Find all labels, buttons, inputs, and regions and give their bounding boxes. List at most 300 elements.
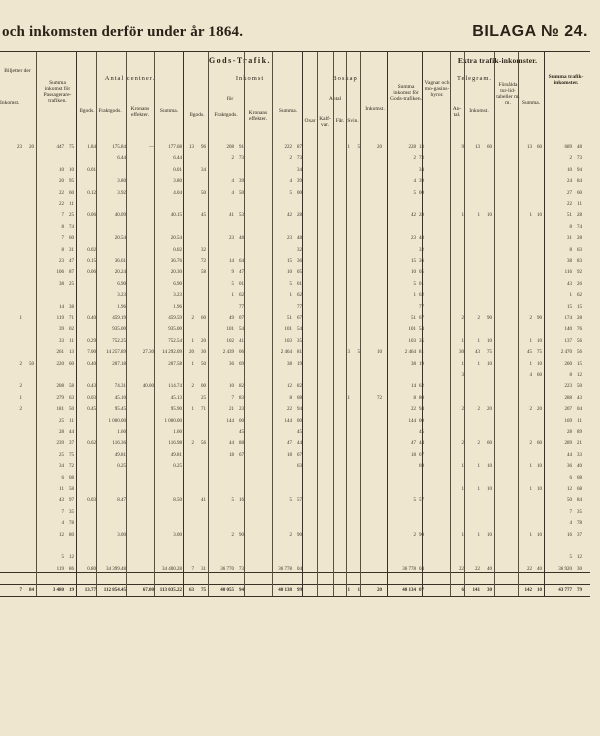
table-cell: 1 [231,293,234,299]
table-cell: 0.02 [173,247,182,253]
table-cell: 00 [239,418,244,424]
table-cell: 13 [527,145,532,150]
table-cell: 31 [201,566,206,572]
table-cell: 169 [564,418,572,424]
table-cell: 45.10 [114,395,126,401]
table-cell: 101 [226,327,234,333]
table-cell: 207 [564,407,572,413]
table-cell: 14 257.89 [106,350,126,356]
table-cell: 07 [419,588,424,593]
table-cell: 34 [201,167,206,173]
table-cell: 30 [577,566,582,572]
table-cell: 2 [191,384,194,390]
table-cell: 56 [201,441,206,447]
table-cell: 75 [487,350,492,356]
table-cell: 10 [487,532,492,538]
column-rule [154,52,155,596]
table-cell: 94 [297,407,302,413]
table-cell: 72 [201,259,206,264]
table-cell: 15 [567,304,572,310]
table-cell: 144 [226,418,234,424]
column-rule [36,52,37,596]
table-cell: 288 [564,395,572,401]
table-cell: 00 [297,418,302,424]
table-cell: 0.43 [87,384,96,390]
table-cell: 47 [411,441,416,447]
table-cell: 12 [69,555,74,561]
column-rule [450,52,451,596]
table-cell: 0.25 [117,464,126,470]
table-cell: 28 [297,213,302,219]
table-cell: 119 [56,316,64,321]
table-cell: 50 [201,361,206,367]
table-cell: 22 [59,190,64,196]
table-cell: 18 [229,452,234,458]
table-cell: 5 [289,498,292,504]
table-cell: 0.06 [87,213,96,219]
label-summa-gods: Summa inkomst för Gods-trafiken. [390,84,422,102]
table-cell: 78 [69,521,74,527]
table-cell: 36 920 [558,566,572,572]
group-telegram: Telegram. [456,75,493,82]
table-cell: 689 [564,145,572,150]
table-cell: 8 [61,247,64,253]
table-cell: 289 [564,441,572,447]
table-cell: 208 [226,145,234,150]
table-cell: 101 [408,327,416,333]
table-cell: 5 [231,498,234,504]
table-cell: 49 [229,316,234,321]
table-cell: 2 470 [560,350,572,356]
table-cell: 1 [347,145,350,150]
table-cell: 2 [529,407,532,413]
table-cell: 174 [564,316,572,321]
table-cell: 2 [289,156,292,162]
table-cell: 67.00 [142,588,154,593]
table-cell: 208 [56,384,64,390]
table-cell: 82 [297,384,302,390]
table-cell: 10 [537,464,542,470]
table-cell: 40.09 [114,213,126,219]
column-rule [464,52,465,596]
table-cell: 459.59 [168,316,182,321]
table-cell: 23 [239,407,244,413]
table-cell: 0.80 [87,566,96,572]
table-cell: 13 [419,145,424,150]
table-cell: 207.18 [112,361,126,367]
table-cell: 40.15 [170,213,182,219]
table-cell: 28 [59,430,64,435]
label-vagnar: Vagnar och mo-gasins-hyror. [424,80,450,98]
table-cell: 43 777 [558,588,572,593]
table-cell: 41 [229,213,234,219]
table-cell: 1 [461,213,464,219]
table-cell: 79 [577,588,582,593]
table-cell: 3.00 [117,532,126,538]
table-cell: 62 [419,293,424,299]
table-cell: 6.90 [173,281,182,287]
table-cell: 4 [529,373,532,378]
table-cell: 05 [297,270,302,276]
table-cell: 00 [201,384,206,390]
table-cell: 47 [287,441,292,447]
table-cell: 90 [239,532,244,538]
table-cell: 63 [577,247,582,253]
table-cell: 82 [239,384,244,390]
table-cell: 43 [475,350,480,356]
table-cell: 752.54 [168,338,182,344]
table-cell: 2 [477,316,480,321]
table-cell: 76 [577,327,582,333]
table-cell: 34 [419,167,424,173]
table-cell: 69 [239,361,244,367]
table-cell: 35 [297,338,302,344]
table-cell: 19 [69,588,74,593]
table-cell: 24 [567,179,572,185]
label-summa-telegram: Summa. [521,100,541,106]
table-cell: 41 [239,338,244,344]
table-cell: 1 [477,361,480,367]
table-cell: 4 [231,179,234,185]
table-cell: 3.80 [117,179,126,185]
table-cell: 49.81 [114,452,126,458]
table-cell: 7 [231,395,234,401]
table-cell: 16 [239,498,244,504]
table-cell: 10 [537,532,542,538]
table-cell: 2 [569,156,572,162]
table-cell: 73 [239,156,244,162]
table-cell: 74.31 [114,384,126,390]
table-cell: 2 464 [404,350,416,356]
table-cell: 10 [537,361,542,367]
table-cell: 90 [487,316,492,321]
table-cell: 106 [56,270,64,276]
table-cell: 51 [287,316,292,321]
table-cell: 90 [297,532,302,538]
table-cell: 10 [537,338,542,344]
table-cell: 57 [297,498,302,504]
table-cell: 90 [537,316,542,321]
table-cell: 1.96 [173,304,182,310]
table-cell: 48 [419,236,424,242]
label-fraktgods: Fraktgods. [98,108,122,114]
table-cell: 3.23 [117,293,126,299]
label-forsalda: Försålda tur-lid-tabeller m. m. [496,82,520,106]
table-cell: 22 [527,566,532,572]
column-rule [333,52,334,596]
table-cell: 22 [287,407,292,413]
label-summa-1: Summa. [159,108,179,114]
table-cell: 73 [577,156,582,162]
table-cell: 07 [239,316,244,321]
table-cell: 5 [289,281,292,287]
column-rule [387,52,388,596]
table-cell: 2 [529,316,532,321]
table-cell: 42 [411,213,416,219]
table-cell: 20 [377,588,382,593]
table-cell: 51 [567,213,572,219]
table-cell: 4 [61,521,64,527]
label-kronans: Kronans effekter. [130,106,150,118]
table-cell: 81 [297,350,302,356]
table-cell: 63 [297,464,302,470]
label-inkomst-telegram: Inkomst. [469,108,489,114]
column-rule [346,52,347,596]
table-cell: 23 [411,236,416,242]
table-cell: 1.60 [117,430,126,435]
table-cell: 28 [577,236,582,242]
table-cell: 40 [537,566,542,572]
table-cell: 13 [475,145,480,150]
table-cell: 77 [239,304,244,310]
table-cell: 62 [577,293,582,299]
table-cell: 60 [487,145,492,150]
table-cell: 35 [69,509,74,515]
table-cell: 31 [69,247,74,253]
table-cell: 25 [69,281,74,287]
table-cell: 38 [567,259,572,264]
table-cell: 15 [577,304,582,310]
column-rule [360,52,361,596]
table-cell: 88 [239,441,244,447]
table-cell: 75 [69,145,74,150]
table-cell: 11 [69,338,74,344]
table-cell: 5 [357,145,360,150]
table-cell: 74 [69,224,74,230]
table-cell: 116.98 [168,441,182,447]
label-biljetter: Biljetter der [4,68,31,74]
table-cell: 12 [287,384,292,390]
table-cell: 6.44 [117,156,126,162]
table-cell: 1 [357,588,360,593]
table-cell: 175.84 [112,145,126,150]
table-cell: 74 [577,224,582,230]
table-cell: 81 [419,350,424,356]
column-rule [208,52,209,596]
table-cell: 1 [19,395,22,401]
table-cell: 116.36 [112,441,126,447]
table-cell: 20 [29,145,34,150]
table-cell: 3.92 [117,190,126,196]
table-cell: 1 [477,338,480,344]
table-cell: 20 [487,407,492,413]
table-cell: 2 [477,441,480,447]
table-cell: 2 [19,384,22,390]
table-cell: 279 [56,395,64,401]
table-cell: 1.60 [173,430,182,435]
table-cell: 7 [61,213,64,219]
table-cell: 223 [564,384,572,390]
table-cell: 45 [201,213,206,219]
table-cell: 43 [59,498,64,504]
table-cell: 99 [297,588,302,593]
table-cell: 3 480 [52,588,64,593]
table-cell: 103 [408,338,416,344]
table-cell: 62 [419,384,424,390]
table-cell: 18 [411,452,416,458]
table-cell: 36 [419,259,424,264]
table-cell: 28 [419,213,424,219]
table-cell: 83 [577,259,582,264]
table-cell: 4 [569,521,572,527]
table-cell: 1 [529,338,532,344]
table-cell: 60 [69,236,74,242]
table-cell: 94 [239,588,244,593]
table-cell: 0.01 [173,167,182,173]
table-cell: 101 [284,327,292,333]
table-cell: 1 [191,407,194,413]
column-rule [317,52,318,596]
table-cell: 13 [69,350,74,356]
table-cell: 84 [577,179,582,185]
table-cell: 48 [239,236,244,242]
table-cell: 43 [577,395,582,401]
totals-rule-top [0,572,590,573]
table-cell: 37 [577,532,582,538]
table-cell: 38 [411,361,416,367]
table-cell: 44 [69,430,74,435]
table-cell: 1 [529,464,532,470]
appendix-label: BILAGA № 24. [472,23,588,40]
table-cell: 50 [577,384,582,390]
table-cell: 2 [461,441,464,447]
table-cell: 14 [59,304,64,310]
table-cell: 60 [487,441,492,447]
column-rule [76,52,77,596]
table-cell: 1 [461,361,464,367]
table-cell: 34 [297,167,302,173]
table-cell: 28 [567,430,572,435]
table-cell: 1 [477,464,480,470]
column-rule [422,52,423,596]
table-cell: 2 [19,407,22,413]
table-cell: 60 [537,373,542,378]
table-cell: 5 [231,281,234,287]
table-cell: 80 [69,532,74,538]
table-cell: 20.24 [114,270,126,276]
table-cell: 4 [289,179,292,185]
table-cell: 112 854.45 [103,588,126,593]
table-cell: 8.50 [173,498,182,504]
table-cell: 67 [419,452,424,458]
table-cell: 19 [419,361,424,367]
table-cell: 0.29 [87,338,96,344]
page-title-left: och inkomsten derför under år 1864. [2,24,244,40]
table-cell: 25 [201,395,206,401]
table-cell: 75 [69,452,74,458]
table-cell: 1 [461,487,464,492]
table-cell: 91 [239,145,244,150]
table-cell: 60 [577,190,582,196]
table-cell: 57 [419,498,424,504]
table-cell: 54 [419,327,424,333]
table-cell: 0.15 [87,259,96,264]
table-cell: 20 [537,407,542,413]
table-cell: 67 [297,316,302,321]
table-cell: 32 [297,247,302,253]
table-cell: 36 770 [220,566,234,572]
table-cell: 25 [59,418,64,424]
table-cell: 8 [413,395,416,401]
table-cell: 30 [487,588,492,593]
table-cell: 0.03 [87,498,96,504]
table-cell: 4.04 [173,190,182,196]
table-cell: 04 [577,407,582,413]
table-cell: 11 [59,487,64,492]
table-cell: 38 [69,304,74,310]
table-cell: 63 [69,395,74,401]
table-cell: 10 [377,350,382,356]
table-cell: 36 [567,464,572,470]
table-cell: 44 [419,441,424,447]
table-cell: 26 [577,281,582,287]
table-cell: 20.30 [170,270,182,276]
table-cell: 63 [189,588,194,593]
table-cell: 87 [297,145,302,150]
table-cell: 1 [461,338,464,344]
table-cell: 10 [487,487,492,492]
table-cell: 95.45 [114,407,126,413]
table-cell: 20 [59,179,64,185]
table-cell: 30 [459,350,464,356]
table-cell: 8 [289,395,292,401]
table-cell: 27.30 [142,350,154,356]
column-rule [544,52,545,596]
column-rule [494,52,495,596]
label-ilgods: Ilgods. [79,108,95,114]
table-cell: 13.77 [84,588,96,593]
table-cell: 12 [567,487,572,492]
label-kalfvar: Kalf-var. [319,116,331,128]
table-cell: 12 [577,555,582,561]
table-cell: 2 [231,532,234,538]
label-inkomst-boskap: Inkomst. [365,106,385,112]
table-cell: 36.76 [170,259,182,264]
table-cell: 1 [347,395,350,401]
table-cell: 84 [577,498,582,504]
table-cell: 41 [201,498,206,504]
table-cell: 01 [239,281,244,287]
table-cell: 22 [59,202,64,207]
table-cell: 1 [529,487,532,492]
table-cell: 114.74 [168,384,182,390]
table-cell: 22 [567,202,572,207]
table-cell: 40 134 [402,588,416,593]
table-cell: 260 [564,361,572,367]
table-cell: 77 [297,304,302,310]
table-cell: 38 [287,361,292,367]
table-cell: 20 [189,350,194,356]
table-cell: 40 [577,464,582,470]
table-cell: 51 [411,316,416,321]
table-cell: 2 439 [222,350,234,356]
table-cell: 64 [239,259,244,264]
top-rule [0,51,590,52]
table-cell: 1 [529,532,532,538]
table-cell: 36.61 [114,259,126,264]
table-cell: 6.44 [173,156,182,162]
table-cell: 18 [287,452,292,458]
table-cell: 28 [577,316,582,321]
table-cell: 77 [419,304,424,310]
table-cell: 60 [537,145,542,150]
table-cell: 116 [564,270,572,276]
table-cell: 8 [569,224,572,230]
table-cell: 10 [59,167,64,173]
table-cell: 1.84 [87,145,96,150]
table-cell: 1 [413,293,416,299]
table-cell: 96 [201,145,206,150]
